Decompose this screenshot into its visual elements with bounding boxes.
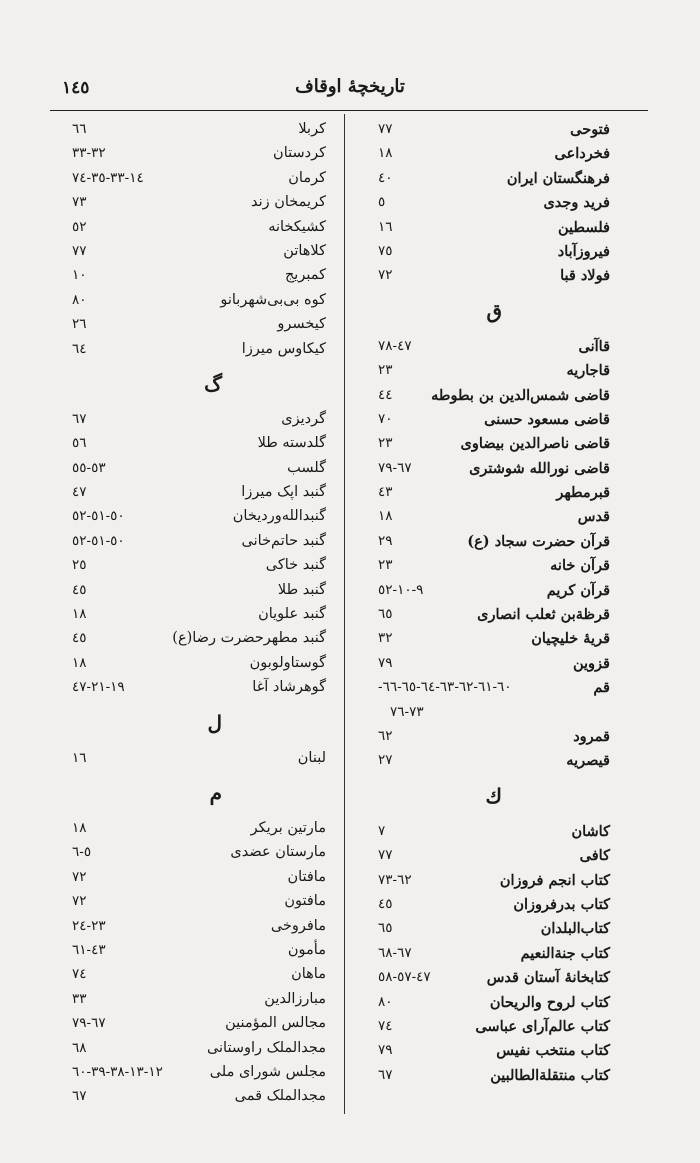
index-term: گنبد اپک میرزا — [241, 484, 326, 501]
section-letter-qaf — [362, 289, 614, 335]
index-pages: ٧٣ — [72, 194, 87, 211]
index-term: قرآن حضرت سجاد (ع) — [467, 532, 610, 550]
index-pages: ٢٥ — [72, 557, 87, 574]
page-title: تاریخچهٔ اوقاف — [295, 76, 405, 97]
index-entry — [362, 991, 614, 1015]
section-letter-kaf — [362, 774, 614, 820]
index-entry — [56, 264, 330, 288]
index-entry — [56, 1037, 330, 1061]
index-entry — [56, 1085, 330, 1109]
index-term: گنبد علویان — [258, 606, 326, 623]
index-term: فخرداعی — [554, 145, 610, 163]
index-entry — [56, 652, 330, 676]
index-entry — [362, 966, 614, 990]
index-entry — [362, 142, 614, 166]
index-entry — [362, 505, 614, 529]
index-term: کربلا — [298, 121, 326, 137]
index-entry — [362, 1064, 614, 1088]
section-letter: گ — [204, 371, 222, 396]
index-entry — [362, 118, 614, 142]
index-pages: ٢٣ — [378, 362, 393, 379]
index-term: مافتون — [284, 893, 326, 910]
index-pages: ٢٧ — [378, 752, 393, 769]
index-term: قمرود — [573, 727, 610, 745]
index-pages: ١٨ — [378, 508, 393, 525]
section-letter-lam — [56, 701, 330, 747]
index-entry — [362, 893, 614, 917]
index-entry — [362, 408, 614, 432]
index-pages: ٤٣ — [378, 484, 393, 501]
index-term: کتاب منتقلةالطالبین — [490, 1066, 610, 1084]
index-term: کتاب‌البلدان — [540, 920, 610, 938]
index-pages: ٦٧ — [72, 1088, 87, 1105]
index-pages: ٥٣-٥٥ — [72, 459, 106, 476]
index-term: کتاب لروح والریحان — [489, 993, 610, 1011]
index-pages: ٦٥ — [378, 920, 393, 937]
index-pages: ٦٧-٦٨ — [378, 944, 412, 961]
index-entry — [56, 676, 330, 700]
index-entry — [56, 142, 330, 166]
index-term: گنبد مطهرحضرت رضا(ع) — [172, 630, 326, 647]
header-rule — [50, 110, 648, 111]
index-term: گنبد خاکی — [265, 557, 326, 574]
index-pages: ٦٤ — [72, 340, 87, 357]
section-letter: م — [209, 780, 222, 805]
index-term: کتاب انجم فروزان — [499, 871, 610, 889]
index-pages: ٧٠ — [378, 410, 393, 427]
index-term: مافتان — [287, 868, 326, 885]
index-pages: ٧٩ — [378, 654, 393, 671]
index-pages: ١٨ — [378, 145, 393, 162]
index-entry — [56, 890, 330, 914]
index-pages: ١٩-٢١-٤٧ — [72, 679, 125, 696]
index-term: کتاب بدرفروزان — [513, 895, 610, 913]
index-term: گنبد طلا — [277, 581, 326, 598]
index-term: کیخسرو — [277, 316, 326, 333]
index-entry — [362, 844, 614, 868]
section-letter: ل — [207, 710, 222, 735]
index-term: فرید وجدی — [543, 194, 610, 212]
index-term: مبارزالدین — [264, 990, 326, 1007]
index-pages: ١٨ — [72, 654, 87, 671]
index-entry — [362, 652, 614, 676]
index-entry-continuation — [362, 701, 614, 725]
index-term: کمبریج — [284, 267, 326, 284]
index-term: مافروخی — [270, 917, 326, 934]
index-entry — [56, 747, 330, 771]
index-term: فلسطین — [558, 218, 610, 236]
index-pages: ٢٣ — [378, 435, 393, 452]
index-pages: ٧٤ — [72, 966, 87, 983]
index-term: قرآن خانه — [550, 557, 610, 575]
index-entry — [56, 841, 330, 865]
index-entry — [362, 457, 614, 481]
index-term: مجدالملک راوستانی — [206, 1039, 326, 1056]
index-term: کریمخان زند — [250, 194, 326, 211]
index-entry — [362, 676, 614, 700]
index-term: قرآن کریم — [546, 581, 610, 599]
index-pages: ٦٦ — [72, 121, 87, 137]
page-header — [56, 72, 644, 108]
section-letter: ك — [485, 783, 502, 808]
index-entry — [56, 216, 330, 240]
index-entry — [362, 603, 614, 627]
index-term: کوه بی‌بی‌شهربانو — [220, 291, 326, 308]
index-entry — [56, 939, 330, 963]
index-pages: ٤٧-٧٨ — [378, 337, 412, 354]
index-entry — [362, 942, 614, 966]
index-pages: ٥٢ — [72, 218, 87, 235]
index-entry — [362, 359, 614, 383]
index-pages: ٢٣ — [378, 557, 393, 574]
index-term: کتابخانهٔ آستان قدس — [486, 969, 610, 987]
index-term: کاشان — [571, 822, 610, 840]
index-pages: ٤٥ — [72, 630, 87, 647]
index-term: گنبدالله‌وردیخان — [232, 508, 326, 525]
index-term: کردستان — [273, 145, 326, 162]
index-pages: ٢٩ — [378, 532, 393, 549]
index-pages: ٦٢-٧٣ — [378, 871, 412, 888]
index-entry — [56, 866, 330, 890]
index-entry — [56, 579, 330, 603]
index-entry — [56, 338, 330, 362]
index-entry — [362, 432, 614, 456]
index-entry — [56, 1061, 330, 1085]
index-entry — [362, 335, 614, 359]
index-term: مارستان عضدی — [230, 844, 326, 861]
index-pages: ٢٣-٢٤ — [72, 917, 106, 934]
index-pages: ٧٣-٧٦ — [390, 703, 424, 720]
index-pages: ٧٥ — [378, 242, 393, 259]
index-pages: ٥٠-٥١-٥٢ — [72, 508, 125, 525]
index-pages: ٣٢ — [378, 630, 393, 647]
index-pages: ١٤-٣٣-٣٥-٧٤ — [72, 169, 144, 186]
index-term: قاآنی — [578, 337, 610, 355]
index-term: مجلس شورای ملی — [209, 1063, 326, 1080]
index-pages: ١٢-١٣-٣٨-٣٩-٦٠ — [72, 1063, 163, 1080]
index-term: قیصریه — [566, 752, 610, 770]
index-term: گنبد حاتم‌خانی — [241, 532, 326, 549]
index-pages: ٧ — [378, 822, 386, 839]
index-pages: ٦٨ — [72, 1039, 87, 1056]
index-pages: ٧٢ — [378, 267, 393, 284]
index-term: قاضی مسعود حسنی — [484, 410, 610, 428]
index-pages: ٦٧-٧٩ — [72, 1015, 106, 1032]
index-term: قاضی شمس‌الدین بن بطوطه — [431, 386, 610, 404]
index-entry — [362, 820, 614, 844]
index-term: قاجاریه — [566, 362, 610, 380]
index-pages: ٤٧ — [72, 484, 87, 501]
index-column-right — [362, 118, 614, 1088]
section-letter-gaf — [56, 362, 330, 408]
index-pages: ٣٢-٣٣ — [72, 145, 106, 162]
index-term: قاضی ناصرالدین بیضاوی — [460, 435, 610, 453]
index-term: قاضی نورالله شوشتری — [469, 459, 610, 477]
index-entry — [362, 384, 614, 408]
index-pages: ٥٠-٥١-٥٢ — [72, 532, 125, 549]
index-pages: ١٠ — [72, 267, 87, 284]
index-term: کیکاوس میرزا — [241, 340, 326, 357]
index-pages: ٥ — [378, 194, 386, 211]
index-term: ماهان — [291, 966, 326, 983]
index-pages: ٨٠ — [72, 291, 87, 308]
index-entry — [56, 457, 330, 481]
index-pages: ٦٠-٦١-٦٢-٦٣-٦٤-٦٥-٦٦- — [378, 679, 512, 696]
index-pages: ٧٧ — [378, 847, 393, 864]
index-entry — [362, 749, 614, 773]
index-term: مجالس المؤمنین — [225, 1015, 326, 1032]
index-pages: ٤٤ — [378, 386, 393, 403]
index-entry — [56, 817, 330, 841]
page-number: ١٤٥ — [62, 78, 90, 98]
index-entry — [362, 554, 614, 578]
index-pages: ٤٣-٦١ — [72, 941, 106, 958]
index-entry — [362, 1039, 614, 1063]
index-pages: ١٦ — [72, 749, 87, 766]
index-entry — [56, 988, 330, 1012]
index-term: کتاب عالم‌آرای عباسی — [475, 1017, 610, 1035]
index-entry — [362, 917, 614, 941]
index-entry — [56, 289, 330, 313]
index-term: کافی — [579, 847, 610, 865]
index-pages: ٨٠ — [378, 993, 393, 1010]
index-entry — [362, 216, 614, 240]
index-term: قزوین — [572, 654, 610, 672]
index-entry — [362, 627, 614, 651]
index-term: کلاهاتن — [283, 242, 326, 259]
index-pages: ٥٦ — [72, 435, 87, 452]
index-pages: ٩-١٠-٥٢ — [378, 581, 424, 598]
index-pages: ١٨ — [72, 606, 87, 623]
index-entry — [56, 432, 330, 456]
index-term: کتاب منتخب نفیس — [496, 1042, 610, 1060]
section-letter-mim — [56, 771, 330, 817]
section-letter: ق — [486, 298, 502, 323]
index-entry — [362, 1015, 614, 1039]
index-pages: ٧٧ — [378, 121, 393, 137]
index-term: قبرمطهر — [556, 484, 610, 502]
index-pages: ٣٣ — [72, 990, 87, 1007]
index-term: قم — [593, 679, 610, 697]
index-pages: ٦٧-٧٩ — [378, 459, 412, 476]
index-entry — [56, 627, 330, 651]
index-term: گوهرشاد آغا — [252, 679, 326, 696]
index-pages: ٤٥ — [378, 895, 393, 912]
index-term: فولاد قبا — [560, 267, 610, 285]
index-term: فیروزآباد — [557, 242, 610, 260]
index-term: مأمون — [287, 941, 326, 958]
index-entry — [56, 118, 330, 142]
index-column-left — [56, 118, 330, 1110]
index-term: قرظةبن ثعلب انصاری — [477, 606, 610, 624]
index-pages: ٦٥ — [378, 606, 393, 623]
index-term: مجدالملک قمی — [234, 1088, 326, 1105]
index-pages: ٧٢ — [72, 893, 87, 910]
index-entry — [362, 579, 614, 603]
index-term: گردیزی — [281, 410, 326, 427]
index-pages: ٧٢ — [72, 868, 87, 885]
index-pages: ٤٠ — [378, 169, 393, 186]
index-entry — [56, 505, 330, 529]
index-entry — [56, 603, 330, 627]
index-pages: ٤٧-٥٧-٥٨ — [378, 969, 431, 986]
index-term: کشیکخانه — [268, 218, 326, 235]
index-entry — [362, 167, 614, 191]
index-entry — [56, 408, 330, 432]
index-term: گلسب — [287, 459, 326, 476]
index-term: کتاب جنةالنعیم — [520, 944, 610, 962]
index-entry — [56, 915, 330, 939]
index-term: مارتین بریکر — [250, 819, 326, 836]
index-entry — [56, 554, 330, 578]
index-pages: ٢٦ — [72, 316, 87, 333]
index-entry — [56, 313, 330, 337]
index-pages: ٧٤ — [378, 1017, 393, 1034]
index-term: فتوحی — [570, 121, 610, 138]
index-term: لبنان — [297, 749, 326, 766]
index-entry — [362, 264, 614, 288]
index-pages: ٥-٦ — [72, 844, 92, 861]
index-pages: ٧٧ — [72, 242, 87, 259]
index-entry — [362, 191, 614, 215]
index-entry — [362, 240, 614, 264]
index-entry — [56, 191, 330, 215]
index-entry — [56, 240, 330, 264]
index-entry — [362, 725, 614, 749]
index-pages: ٧٩ — [378, 1042, 393, 1059]
index-pages: ٦٧ — [72, 410, 87, 427]
index-term: گلدسته طلا — [257, 435, 326, 452]
index-term: گوستاولوبون — [249, 654, 326, 671]
index-pages: ٦٧ — [378, 1066, 393, 1083]
index-pages: ٤٥ — [72, 581, 87, 598]
index-entry — [56, 530, 330, 554]
index-term: قدس — [577, 508, 610, 526]
index-entry — [362, 481, 614, 505]
index-entry — [56, 167, 330, 191]
index-pages: ١٦ — [378, 218, 393, 235]
index-term: فرهنگستان ایران — [506, 169, 610, 187]
index-pages: ٦٢ — [378, 727, 393, 744]
index-pages: ١٨ — [72, 819, 87, 836]
index-entry — [362, 869, 614, 893]
index-entry — [56, 963, 330, 987]
column-divider — [344, 114, 345, 1114]
index-term: قریهٔ خلیچیان — [531, 630, 610, 648]
index-entry — [56, 1012, 330, 1036]
index-term: کرمان — [288, 169, 326, 186]
index-entry — [56, 481, 330, 505]
index-entry — [362, 530, 614, 554]
